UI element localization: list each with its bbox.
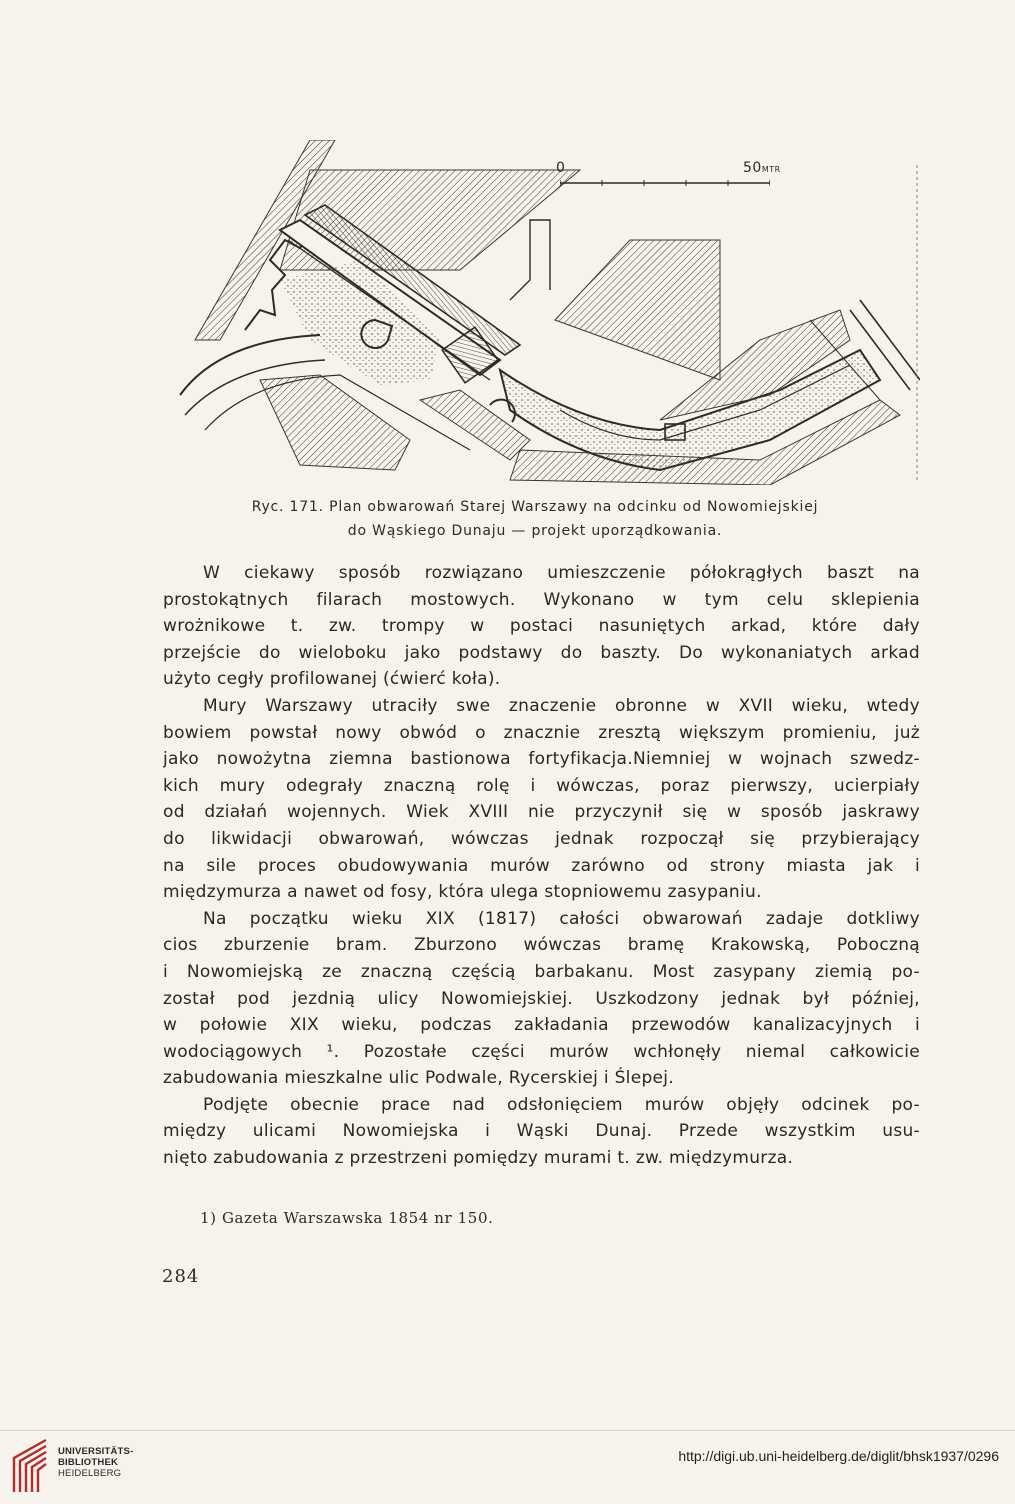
text-line: nięto zabudowania z przestrzeni pomiędzy murami t. zw. międzymurza. (163, 1148, 794, 1169)
text-line: od działań wojennych. Wiek XVIII nie przyczynił się w sposób jaskrawy (163, 802, 920, 823)
text-line: bowiem powstał nowy obwód o znacznie zresztą większym promieniu, już (163, 722, 920, 743)
paragraph (163, 693, 920, 906)
body-text (163, 560, 920, 1172)
scale-fifty-label (743, 160, 781, 176)
page-number: 284 (162, 1266, 200, 1287)
text-line: w połowie XIX wieku, podczas zakładania przewodów kanalizacyjnych i (163, 1015, 920, 1036)
scale-bar (560, 180, 770, 186)
text-line: do likwidacji obwarowań, wówczas jednak rozpoczął się przybierający (163, 828, 920, 849)
paragraph (163, 906, 920, 1092)
city-walls-plan-figure (160, 140, 920, 485)
text-line: przejście do wieloboku jako podstawy do baszty. Do wykonaniatych arkad (163, 642, 920, 663)
text-line: Podjęte obecnie prace nad odsłonięciem murów objęły odcinek po- (203, 1094, 920, 1115)
library-name-line: BIBLIOTHEK (58, 1457, 119, 1468)
text-line: cios zburzenie bram. Zburzono wówczas bramę Krakowską, Poboczną (163, 935, 920, 956)
footnote: 1) Gazeta Warszawska 1854 nr 150. (200, 1209, 494, 1227)
library-name-line: HEIDELBERG (58, 1468, 122, 1479)
caption-line: Ryc. 171. Plan obwarowań Starej Warszawy na odcinku od Nowomiejskiej (251, 499, 819, 515)
text-line: został pod jezdnią ulicy Nowomiejskiej. Uszkodzony jednak był później, (163, 988, 920, 1009)
text-line: W ciekawy sposób rozwiązano umieszczenie półokrągłych baszt na (203, 563, 920, 583)
text-line: Na początku wieku XIX (1817) całości obwarowań zadaje dotkliwy (203, 908, 920, 929)
text-line: na sile proces obudowywania murów zarówno od strony miasta jak i (163, 855, 920, 876)
text-line: kich mury odegrały znaczną rolę i wówczas, poraz pierwszy, ucierpiały (163, 775, 920, 796)
text-line: prostokątnych filarach mostowych. Wykonano w tym celu sklepienia (163, 589, 920, 610)
text-line: między ulicami Nowomiejska i Wąski Dunaj. Przede wszystkim usu- (163, 1121, 920, 1142)
library-name-line: UNIVERSITÄTS- (58, 1446, 134, 1457)
paragraph (163, 1092, 920, 1172)
text-line: Mury Warszawy utraciły swe znaczenie obronne w XVII wieku, wtedy (203, 695, 920, 716)
source-url-link[interactable]: http://digi.ub.uni-heidelberg.de/diglit/bhsk1937/0296 (678, 1448, 999, 1464)
text-line: wodociągowych ¹. Pozostałe części murów wchłonęły niemal całkowicie (163, 1041, 920, 1062)
text-line: i Nowomiejską ze znaczną częścią barbakanu. Most zasypany ziemią po- (163, 961, 920, 982)
scale-fifty-value: 50 (743, 160, 762, 176)
figure-caption (170, 495, 900, 543)
library-logo-icon[interactable] (10, 1436, 50, 1494)
text-line: wrożnikowe t. zw. trompy w postaci nasuniętych arkad, które dały (163, 616, 920, 637)
paragraph (163, 560, 920, 693)
footer-divider (0, 1430, 1015, 1431)
scale-unit-label: MTR (761, 165, 781, 174)
text-line: użyto cegły profilowanej (ćwierć koła). (163, 669, 501, 690)
text-line: jako nowożytna ziemna bastionowa fortyfikacja.Niemniej w wojnach szwedz- (163, 749, 920, 770)
text-line: międzymurza a nawet od fosy, która ulega stopniowemu zasypaniu. (163, 882, 762, 903)
text-line: zabudowania mieszkalne ulic Podwale, Rycerskiej i Ślepej. (163, 1068, 675, 1089)
scale-zero-label: 0 (556, 160, 565, 176)
library-name[interactable] (58, 1446, 133, 1479)
caption-line: do Wąskiego Dunaju — projekt uporządkowania. (347, 523, 723, 539)
